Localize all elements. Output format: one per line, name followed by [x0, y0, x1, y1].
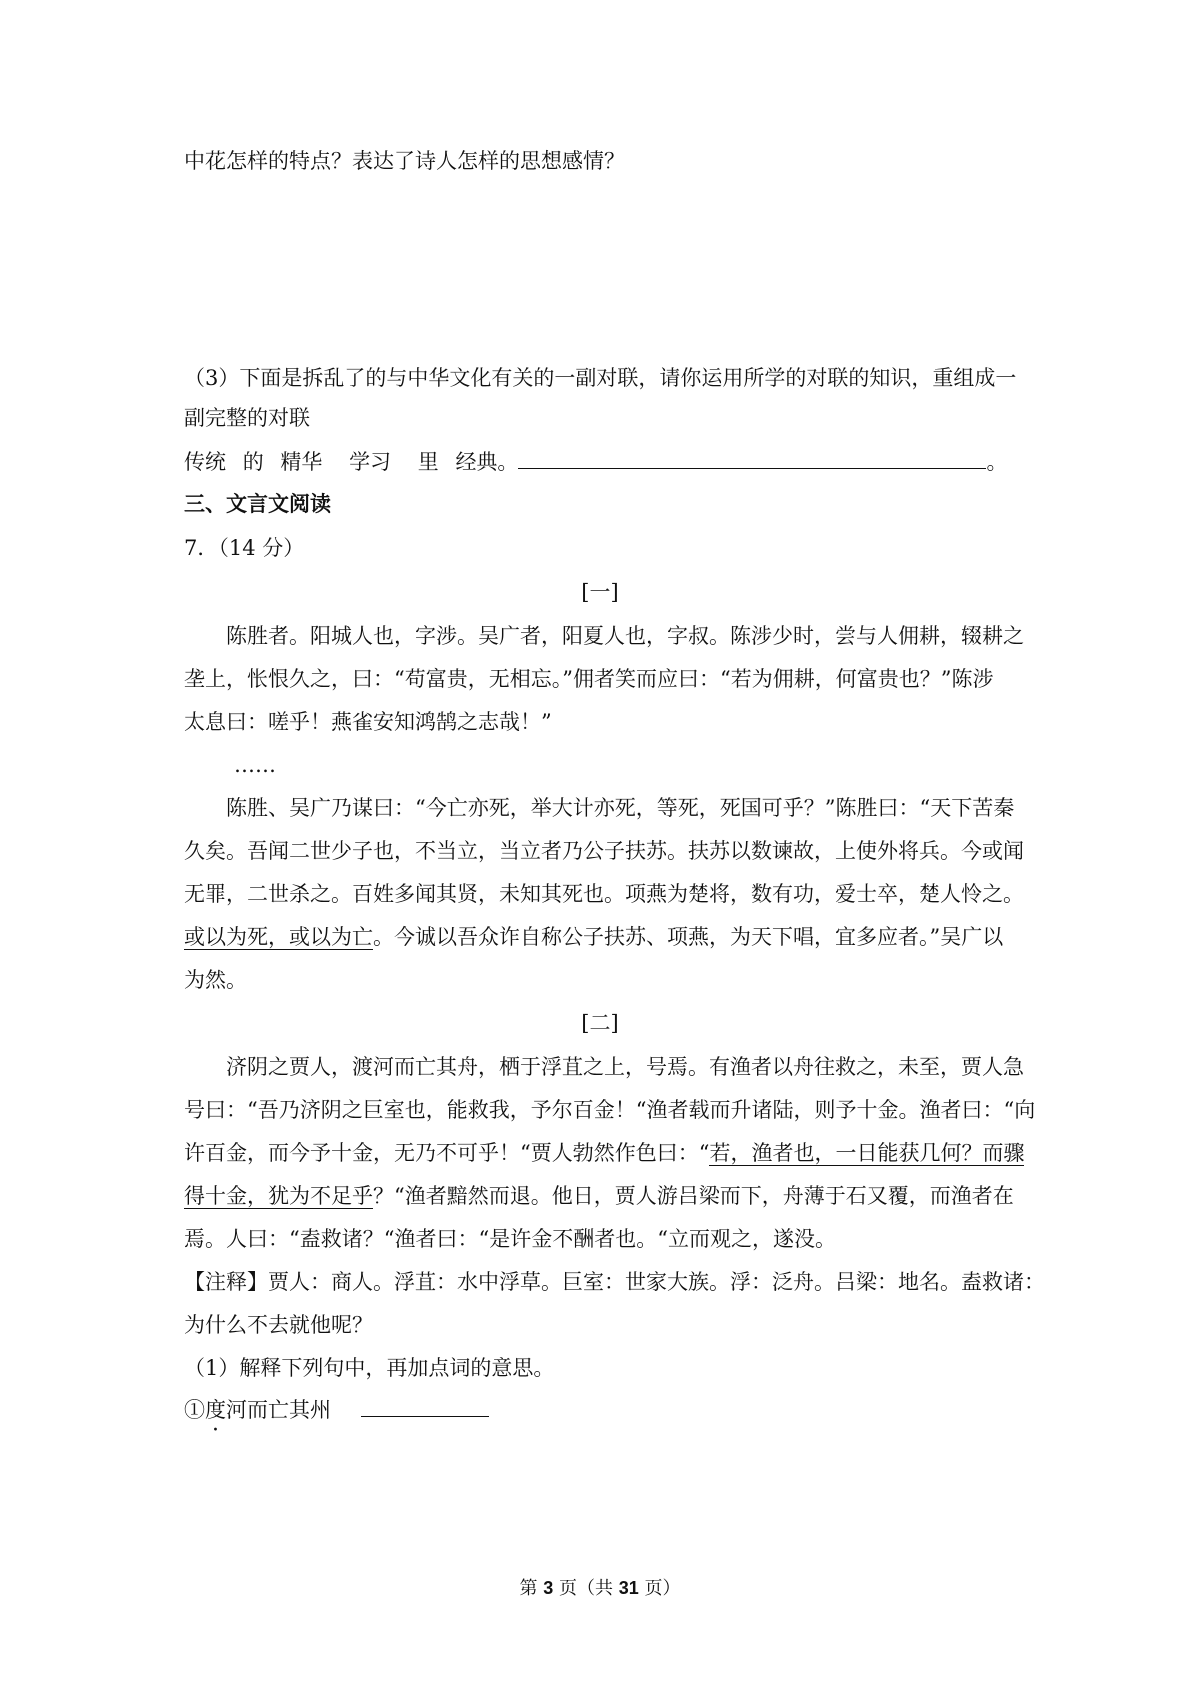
part1-heading: [一] [581, 580, 619, 604]
ellipsis: …… [234, 753, 276, 777]
underlined-sentence-b: 得十金，犹为不足乎 [184, 1184, 373, 1208]
end-mark: 。 [986, 450, 1008, 474]
word-6: 经典。 [455, 450, 519, 474]
question-7-label: 7．（14 分） [184, 536, 305, 560]
part2-line4 [184, 1181, 1034, 1211]
part1-p2-line2: 久矣。吾闻二世少子也，不当立，当立者乃公子扶苏。扶苏以数谏故，上使外将兵。今或闻 [184, 839, 1024, 863]
note-line2: 为什么不去就他呢？ [184, 1313, 373, 1337]
footer-prefix: 第 [519, 1578, 544, 1599]
part1-p1-line1: 陈胜者。阳城人也，字涉。吴广者，阳夏人也，字叔。陈涉少时，尝与人佣耕，辍耕之 [226, 624, 1024, 648]
part2-line5: 焉。人曰：“盍救诸？“渔者曰：“是许金不酬者也。“立而观之，遂没。 [184, 1227, 836, 1251]
line4-rest: 。今诚以吾众诈自称公子扶苏、项燕，为天下唱，宜多应者。”吴广以 [373, 925, 1004, 949]
page-footer [0, 1574, 1200, 1600]
word-1: 传统 [184, 450, 226, 474]
part1-p2-line4 [184, 922, 1034, 952]
part1-p2-line5: 为然。 [184, 968, 247, 992]
answer-blank[interactable] [518, 446, 986, 469]
total-pages: 31 [618, 1578, 639, 1598]
q3-prompt-line1: （3）下面是拆乱了的与中华文化有关的一副对联，请你运用所学的对联的知识，重组成一 [184, 366, 1017, 390]
part1-p1-line2: 垄上，怅恨久之，曰：“苟富贵，无相忘。”佣者笑而应曰：“若为佣耕，何富贵也？”陈涉 [184, 667, 994, 691]
part1-p2-line3: 无罪，二世杀之。百姓多闻其贤，未知其死也。项燕为楚将，数有功，爱士卒，楚人怜之。 [184, 882, 1024, 906]
continued-question: 中花怎样的特点？表达了诗人怎样的思想感情？ [184, 149, 625, 173]
part1-p1-line3: 太息曰：嗟乎！燕雀安知鸿鹄之志哉！” [184, 710, 552, 734]
item-rest: 河而亡其州 [226, 1398, 331, 1422]
footer-suffix: 页） [638, 1578, 681, 1599]
q3-scrambled-words [184, 446, 1034, 477]
part2-line2: 号曰：“吾乃济阴之巨室也，能救我，予尔百金！“渔者载而升诸陆，则予十金。渔者曰：“向 [184, 1098, 1036, 1122]
sub-question-1-item1 [184, 1394, 1034, 1425]
part2-line3 [184, 1138, 1034, 1168]
footer-middle: 页（共 [553, 1578, 619, 1599]
page-number: 3 [543, 1578, 554, 1598]
sub-question-1-prompt: （1）解释下列句中，再加点词的意思。 [184, 1356, 555, 1380]
word-3: 精华 [280, 450, 323, 474]
q3-prompt-line2: 副完整的对联 [184, 406, 310, 430]
dotted-word: 度 [205, 1398, 226, 1422]
item-marker: ① [184, 1398, 205, 1422]
underlined-sentence-a: 若，渔者也，一日能获几何？而骤 [709, 1141, 1025, 1165]
answer-blank-1[interactable] [361, 1394, 489, 1417]
note-line1: 【注释】贾人：商人。浮苴：水中浮草。巨室：世家大族。浮：泛舟。吕梁：地名。盍救诸： [184, 1270, 1045, 1294]
word-2: 的 [242, 450, 264, 474]
section-title: 三、文言文阅读 [184, 491, 331, 516]
line4-rest: ？“渔者黯然而退。他日，贾人游吕梁而下，舟薄于石又覆，而渔者在 [373, 1184, 1014, 1208]
part1-p2-line1: 陈胜、吴广乃谋曰：“今亡亦死，举大计亦死，等死，死国可乎？”陈胜曰：“天下苦秦 [226, 796, 1015, 820]
word-4: 学习 [349, 450, 392, 474]
word-5: 里 [417, 450, 439, 474]
line3-plain: 许百金，而今予十金，无乃不可乎！“贾人勃然作色曰：“ [184, 1141, 710, 1165]
part2-heading: [二] [581, 1011, 619, 1035]
underlined-sentence: 或以为死，或以为亡 [184, 925, 373, 949]
part2-line1: 济阴之贾人，渡河而亡其舟，栖于浮苴之上，号焉。有渔者以舟往救之，未至，贾人急 [226, 1055, 1024, 1079]
